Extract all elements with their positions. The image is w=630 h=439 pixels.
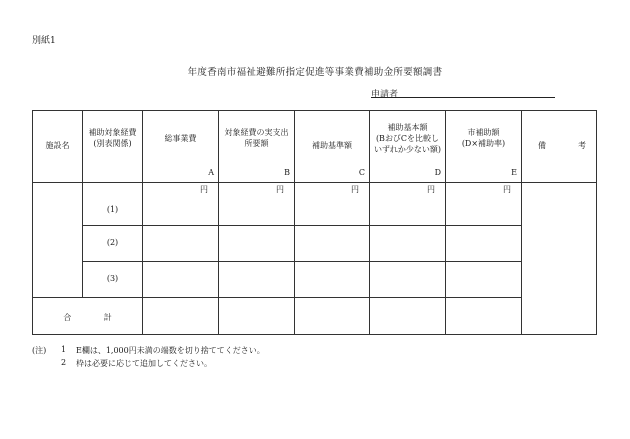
header-city-subsidy [446, 111, 522, 183]
row-label-cell [83, 262, 143, 298]
row-label-cell [83, 183, 143, 226]
amount-cell-a[interactable] [143, 226, 219, 262]
unit-yen: 円 [200, 185, 208, 194]
total-label-part: 合 [63, 313, 72, 322]
total-label [33, 298, 142, 324]
column-letter-b: B [284, 168, 290, 178]
total-cell-b[interactable] [219, 298, 295, 335]
total-cell-d[interactable] [370, 298, 446, 335]
note-text: E欄は、1,000円未満の端数を切り捨ててください。 [76, 346, 265, 355]
header-base-amount-text [370, 111, 445, 155]
header-line: いずれか少ない額) [373, 144, 442, 154]
unit-yen: 円 [276, 185, 284, 194]
header-line: (別表関係) [93, 138, 132, 148]
header-eligible-expense [83, 111, 143, 183]
total-row [33, 298, 597, 335]
header-remarks-text [522, 111, 596, 152]
column-letter-d: D [434, 168, 441, 178]
header-line: 総事業費 [164, 134, 197, 143]
row-label-cell [83, 226, 143, 262]
amount-cell-a[interactable] [143, 183, 219, 226]
header-city-subsidy-text [446, 111, 521, 150]
header-remarks [522, 111, 597, 183]
amount-cell-e[interactable] [446, 262, 522, 298]
table-row [33, 226, 597, 262]
amount-cell-d[interactable] [370, 226, 446, 262]
column-letter-c: C [358, 168, 365, 178]
document-title: 年度香南市福祉避難所指定促進等事業費補助金所要額調書 [187, 67, 443, 78]
amount-cell-e[interactable] [446, 183, 522, 226]
column-letter-e: E [511, 168, 517, 178]
row-label: (3) [106, 274, 119, 283]
table-header-row [33, 111, 597, 183]
header-line: (BおびCを比較し [375, 133, 440, 143]
total-label-cell [33, 298, 143, 335]
unit-yen: 円 [503, 185, 511, 194]
header-actual-expense-text [219, 111, 294, 150]
amount-cell-c[interactable] [295, 226, 370, 262]
total-cell-c[interactable] [295, 298, 370, 335]
applicant-signature-line[interactable] [371, 97, 555, 98]
header-line: 所要額 [244, 138, 269, 148]
amount-cell-a[interactable] [143, 262, 219, 298]
facility-name-cell[interactable] [33, 183, 83, 298]
notes-prefix: (注) [32, 346, 47, 355]
amount-cell-d[interactable] [370, 183, 446, 226]
remarks-cell[interactable] [522, 183, 597, 335]
header-base-amount [370, 111, 446, 183]
total-label-part: 計 [103, 313, 112, 322]
header-line: 対象経費の実支出 [224, 128, 289, 137]
appendix-label: 別紙1 [32, 36, 56, 46]
row-label: (1) [106, 205, 119, 214]
header-line: 補助基準額 [312, 141, 352, 150]
header-line: 市補助額 [467, 128, 500, 137]
header-line: 備 [538, 141, 546, 150]
amount-cell-b[interactable] [219, 226, 295, 262]
header-line: (D×補助率) [461, 138, 506, 148]
amount-cell-c[interactable] [295, 262, 370, 298]
note-number: 1 [61, 345, 67, 354]
unit-yen: 円 [427, 185, 435, 194]
header-total-project-cost [143, 111, 219, 183]
table-row [33, 183, 597, 226]
note-number: 2 [61, 358, 67, 367]
note-text: 枠は必要に応じて追加してください。 [76, 359, 212, 368]
amount-cell-c[interactable] [295, 183, 370, 226]
amount-cell-b[interactable] [219, 183, 295, 226]
header-eligible-expense-text [83, 111, 142, 150]
amount-cell-e[interactable] [446, 226, 522, 262]
total-cell-e[interactable] [446, 298, 522, 335]
applicant-label: 申請者 [371, 90, 399, 100]
column-letter-a: A [208, 168, 214, 178]
header-line: 考 [578, 141, 586, 150]
row-label: (2) [106, 238, 119, 247]
table-row [33, 262, 597, 298]
total-cell-a[interactable] [143, 298, 219, 335]
header-standard-amount [295, 111, 370, 183]
amount-cell-d[interactable] [370, 262, 446, 298]
requirement-table [32, 110, 597, 335]
amount-cell-b[interactable] [219, 262, 295, 298]
header-line: 補助基本額 [387, 123, 428, 132]
header-facility-name-text: 施設名 [45, 141, 70, 150]
header-line: 補助対象経費 [88, 128, 137, 137]
unit-yen: 円 [351, 185, 359, 194]
header-actual-expense [219, 111, 295, 183]
header-facility-name [33, 111, 83, 183]
